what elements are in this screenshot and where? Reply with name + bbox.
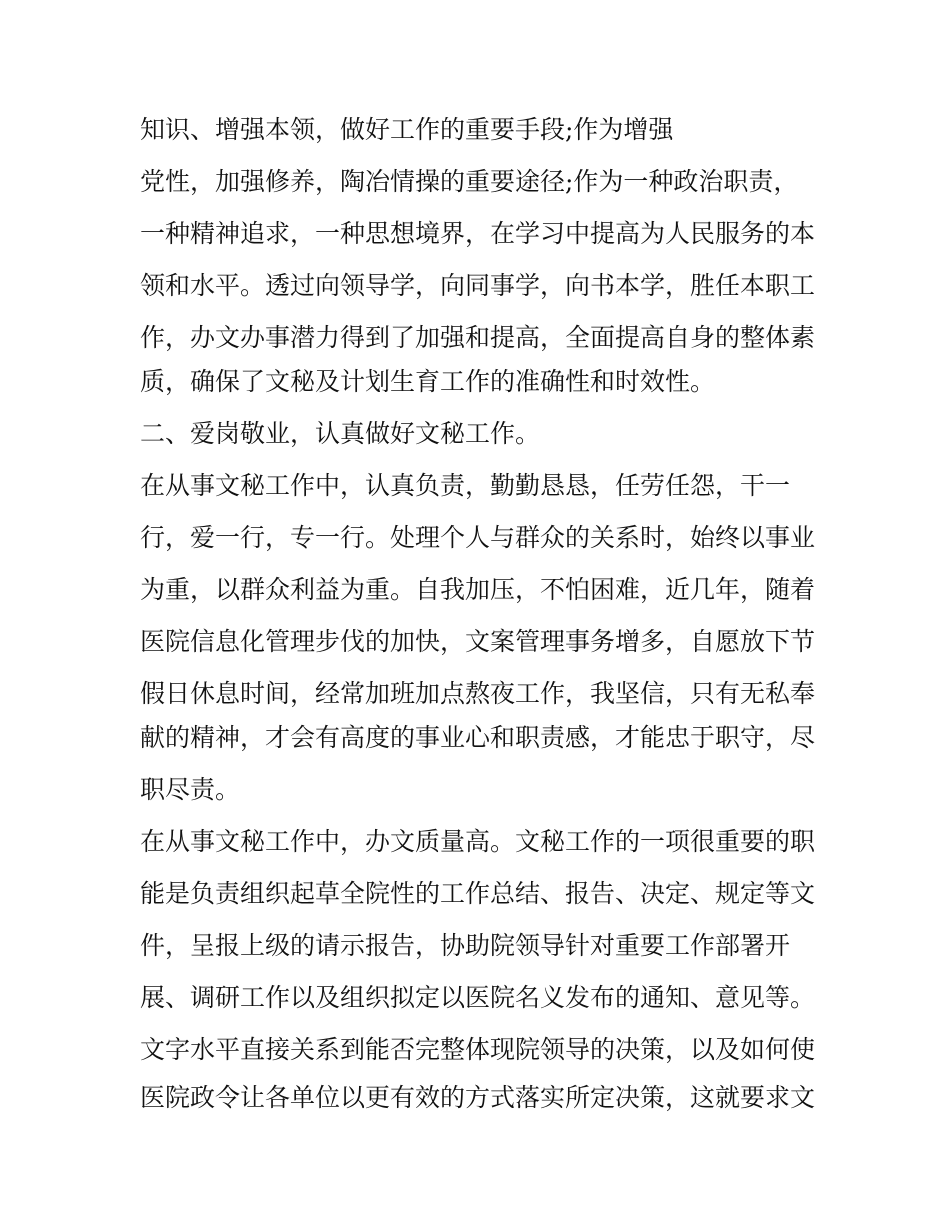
text-line: 展、调研工作以及组织拟定以医院名义发布的通知、意见等。 [140,983,816,1012]
text-line: 文字水平直接关系到能否完整体现院领导的决策，以及如何使 [140,1035,816,1064]
text-line: 能是负责组织起草全院性的工作总结、报告、决定、规定等文 [140,879,816,908]
text-line: 知识、增强本领，做好工作的重要手段;作为增强 [140,115,674,144]
text-line: 质，确保了文秘及计划生育工作的准确性和时效性。 [140,367,716,396]
text-line: 医院政令让各单位以更有效的方式落实所定决策，这就要求文 [140,1083,816,1112]
text-line: 在从事文秘工作中，认真负责，勤勤恳恳，任劳任怨，干一 [140,471,791,500]
text-line: 假日休息时间，经常加班加点熬夜工作，我坚信，只有无私奉 [140,679,816,708]
text-line: 医院信息化管理步伐的加快，文案管理事务增多，自愿放下节 [140,627,816,656]
text-line: 为重，以群众利益为重。自我加压，不怕困难，近几年，随着 [140,575,816,604]
section-heading: 二、爱岗敬业，认真做好文秘工作。 [140,419,541,448]
text-line: 党性，加强修养，陶冶情操的重要途径;作为一种政治职责， [140,167,799,196]
text-line: 领和水平。透过向领导学，向同事学，向书本学，胜任本职工 [140,271,816,300]
text-line: 作，办文办事潜力得到了加强和提高，全面提高自身的整体素 [140,323,816,352]
text-line: 一种精神追求，一种思想境界，在学习中提高为人民服务的本 [140,219,816,248]
text-line: 在从事文秘工作中，办文质量高。文秘工作的一项很重要的职 [140,827,816,856]
text-line: 献的精神，才会有高度的事业心和职责感，才能忠于职守，尽 [140,723,816,752]
text-line: 行，爱一行，专一行。处理个人与群众的关系时，始终以事业 [140,523,816,552]
text-line: 职尽责。 [140,775,241,804]
text-line: 件，呈报上级的请示报告，协助院领导针对重要工作部署开 [140,931,791,960]
